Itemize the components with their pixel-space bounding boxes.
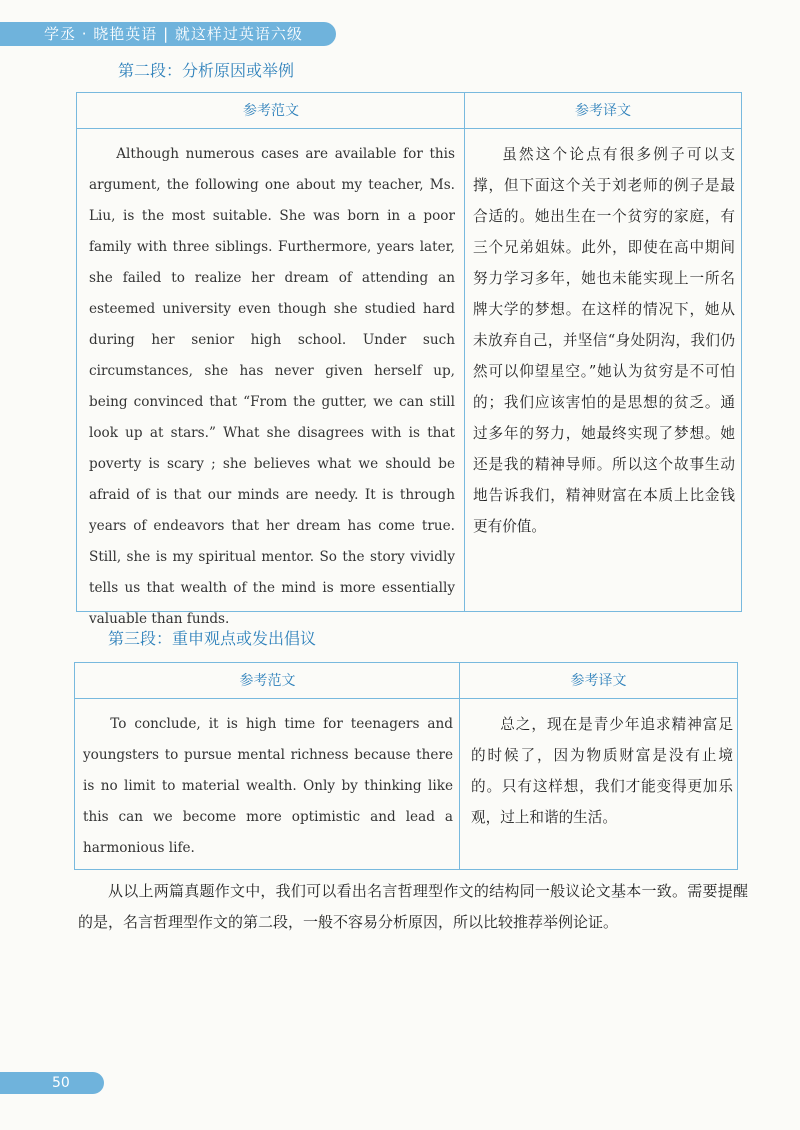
section3-table (74, 662, 738, 870)
section3-cn-text: 总之，现在是青少年追求精神富足的时候了，因为物质财富是没有止境的。只有这样想，我们才能变得更加乐观，过上和谐的生活。 (471, 716, 733, 826)
section2-col-cn-label: 参考译文 (465, 93, 741, 129)
section3-col-en-label: 参考范文 (75, 663, 460, 699)
conclusion-paragraph: 从以上两篇真题作文中，我们可以看出名言哲理型作文的结构同一般议论文基本一致。需要提醒的是，名言哲理型作文的第二段，一般不容易分析原因，所以比较推荐举例论证。 (78, 882, 748, 931)
section2-heading: 第二段：分析原因或举例 (118, 61, 295, 80)
section2-col-en-label: 参考范文 (77, 93, 465, 129)
section3-heading: 第三段：重申观点或发出倡议 (108, 629, 317, 648)
section3-col-cn-label: 参考译文 (460, 663, 737, 699)
section2-en-text: Although numerous cases are available for this argument, the following one about my teacher, Ms. Liu, is the most suitable. She was born in a poor family with three siblings. Furthermore, years later, she failed to realize her dream of attending an esteemed university even though she studied hard during her senior high school. Under such circumstances, she has never given herself up, being convinced that “From the gutter, we can still look up at stars.” What she disagrees with is that poverty is scary ; she believes what we should be afraid of is that our minds are needy. It is through years of endeavors that her dream has come true. Still, she is my spiritual mentor. So the story vividly tells us that wealth of the mind is more essentially valuable than funds. (89, 146, 455, 627)
section2-cn-text: 虽然这个论点有很多例子可以支撑，但下面这个关于刘老师的例子是最合适的。她出生在一个贫穷的家庭，有三个兄弟姐妹。此外，即使在高中期间努力学习多年，她也未能实现上一所名牌大学的梦想。在这样的情况下，她从未放弃自己，并坚信“身处阴沟，我们仍然可以仰望星空。”她认为贫穷是不可怕的；我们应该害怕的是思想的贫乏。通过多年的努力，她最终实现了梦想。她还是我的精神导师。所以这个故事生动地告诉我们，精神财富在本质上比金钱更有价值。 (473, 146, 735, 535)
section3-col-divider (459, 663, 460, 869)
section2-col-divider (464, 93, 465, 611)
book-header-banner: 学丞 · 晓艳英语 | 就这样过英语六级 (0, 22, 336, 46)
page-number: 50 (0, 1072, 104, 1094)
section3-en-text: To conclude, it is high time for teenagers and youngsters to pursue mental richness because there is no limit to material wealth. Only by thinking like this can we become more optimistic and lead a harmonious life. (83, 716, 453, 856)
section2-table (76, 92, 742, 627)
